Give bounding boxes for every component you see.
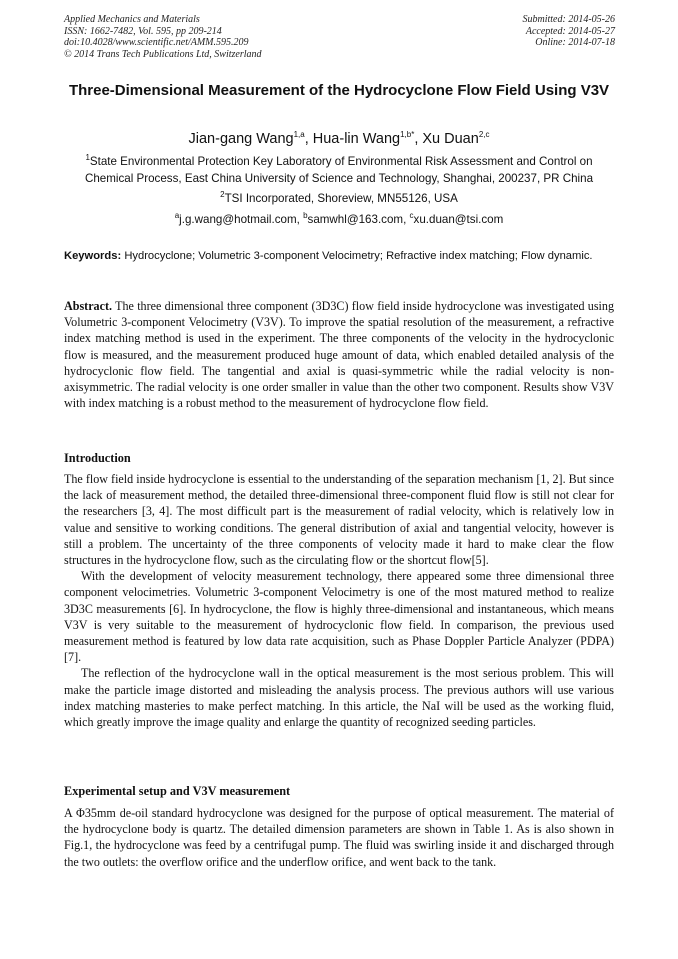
keywords-label: Keywords: xyxy=(64,250,122,262)
email-sup: a xyxy=(174,211,180,221)
section-heading: Introduction xyxy=(64,451,131,465)
author-list: Jian-gang Wang$^{1,a}$, Hua-lin Wang$^{1,b*}$, Xu Duan$^{2,c}$ xyxy=(188,130,490,147)
journal-doi: doi:10.4028/www.scientific.net/AMM.595.209 xyxy=(64,37,249,48)
affiliation xyxy=(64,154,614,187)
email-text: samwhl@163.com xyxy=(307,213,404,226)
author-name: Jian-gang Wang xyxy=(188,131,294,147)
affiliation-sup: 2 xyxy=(220,190,225,200)
affiliation-sup: 1 xyxy=(85,153,90,163)
author-name: Xu Duan xyxy=(422,131,479,147)
paragraph: With the development of velocity measurement technology, there appeared some three dimensional three component velocimetries. Volumetric 3-component Velocimetry is one of the most matured method to realize 3D3C measurements [6]. In hydrocyclone, the flow is highly three-dimensional and instantaneous, which means V3V is very suitable to the measurement of hydrocyclonic flow field. In comparison, the previous used measurement method is featured by low data rate acquisition, such as Phase Doppler Particle Analyzer (PDPA) [7]. xyxy=(64,569,614,665)
paragraph: The flow field inside hydrocyclone is essential to the understanding of the separation mechanism [1, 2]. But since the lack of measurement method, the detailed three-dimensional three-component fluid flow is still not clear for the researchers [3, 4]. The most difficult part is the measurement of radial velocity, which is relatively low in value and sensitive to working conditions. The general distribution of axial and tangential velocity, however is still a problem. The uncertainty of the three components of velocity made it hard to make clear the flow structures in the hydrocyclone flow, such as the circulating flow or the shortcut flow[5]. xyxy=(64,472,614,568)
keywords xyxy=(64,249,614,264)
submitted-date: Submitted: 2014-05-26 xyxy=(522,14,615,25)
paper-title: Three-Dimensional Measurement of the Hydrocyclone Flow Field Using V3V xyxy=(68,82,610,99)
abstract xyxy=(64,298,614,411)
introduction-body xyxy=(64,471,614,730)
author-sup: 1,b* xyxy=(400,130,415,140)
affiliation-text: State Environmental Protection Key Laboratory of Environmental Risk Assessment and Control on Chemical Process, East China University of Science and Technology, Shanghai, 200237, PR China xyxy=(84,155,594,185)
journal-copyright: © 2014 Trans Tech Publications Ltd, Switzerland xyxy=(64,48,262,60)
author-emails: $^a$j.g.wang@hotmail.com, $^b$samwhl@163.com, $^c$xu.duan@tsi.com xyxy=(174,211,504,226)
email-text: xu.duan@tsi.com xyxy=(413,213,504,226)
author-sup: 2,c xyxy=(478,130,490,140)
paragraph: The reflection of the hydrocyclone wall in the optical measurement is the most serious problem. This will make the particle image distorted and misleading the analysis process. The previous authors will use various index matching masteries to make perfect matching. In this article, the NaI will be used as the working fluid, which greatly improve the image quality and enlarge the quantity of recognized seeding particles. xyxy=(64,666,614,730)
section-heading: Experimental setup and V3V measurement xyxy=(64,784,291,798)
journal-name: Applied Mechanics and Materials xyxy=(64,14,200,25)
author-sup: 1,a xyxy=(293,130,305,140)
journal-info xyxy=(64,14,262,60)
email-text: j.g.wang@hotmail.com xyxy=(179,213,297,226)
keywords-text: Hydrocyclone; Volumetric 3-component Velocimetry; Refractive index matching; Flow dynamic. xyxy=(124,250,593,262)
publication-dates xyxy=(523,14,616,49)
accepted-date: Accepted: 2014-05-27 xyxy=(525,25,615,37)
experimental-body xyxy=(64,805,614,870)
affiliation-text: TSI Incorporated, Shoreview, MN55126, USA xyxy=(224,192,458,205)
abstract-text: The three dimensional three component (3D3C) flow field inside hydrocyclone was investigated using Volumetric 3-component Velocimetry (V3V). To improve the spatial resolution of the measurement, a refractive index matching method is used in the experiment. The three components of the velocity in the hydrocyclonic flow is measured, and the measurement produced huge amount of data, which enabled detailed analysis of the hydrocyclonic flow field. The tangential and axial is quasi-symmetric while the radial velocity is non-axisymmetric. The radial velocity is one order smaller in value than the other two component. Results show V3V with index matching is a robust method to the measurement of hydrocyclone flow field. xyxy=(64,299,614,411)
email-sup: b xyxy=(303,211,308,221)
email-sup: c xyxy=(409,211,414,221)
online-date: Online: 2014-07-18 xyxy=(535,37,615,48)
journal-issn: ISSN: 1662-7482, Vol. 595, pp 209-214 xyxy=(64,25,222,37)
abstract-label: Abstract. xyxy=(64,299,113,313)
paragraph: A Φ35mm de-oil standard hydrocyclone was designed for the purpose of optical measurement. The material of the hydrocyclone body is quartz. The detailed dimension parameters are shown in Table 1. As is also shown in Fig.1, the hydrocyclone was feed by a centrifugal pump. The fluid was swirling inside it and discharged through the two outlets: the overflow orifice and the underflow orifice, and went back to the tank. xyxy=(64,806,614,869)
affiliation xyxy=(64,191,614,208)
author-name: Hua-lin Wang xyxy=(312,131,401,147)
